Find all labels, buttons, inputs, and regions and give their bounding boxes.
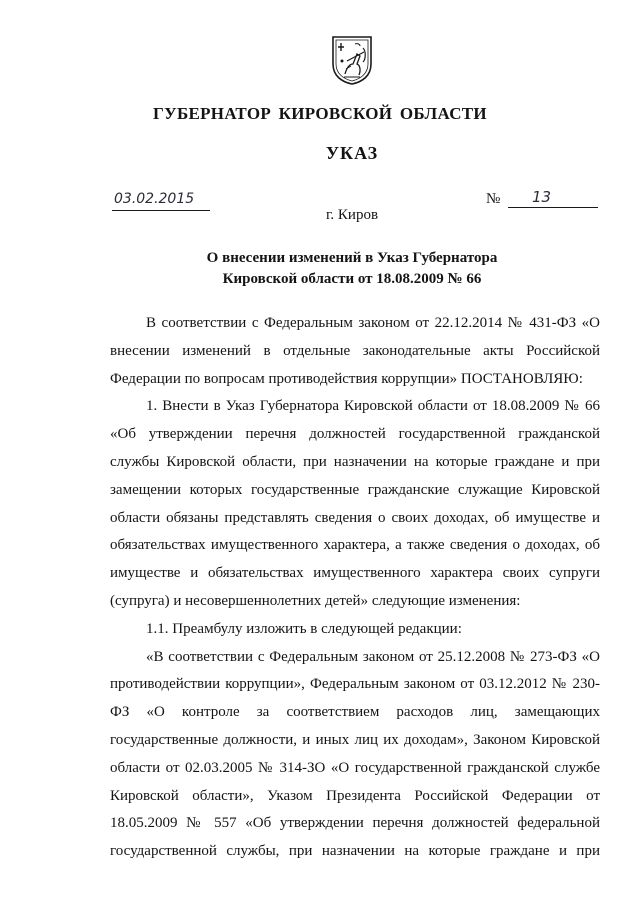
document-subject [0, 248, 640, 290]
item-1-1-paragraph: 1.1. Преамбулу изложить в следующей редакции: [146, 620, 462, 637]
authority-title: ГУБЕРНАТОР КИРОВСКОЙ ОБЛАСТИ [153, 104, 487, 123]
subject-line-1: О внесении изменений в Указ Губернатора [206, 250, 498, 266]
subject-line-2: Кировской области от 18.08.2009 № 66 [222, 271, 482, 287]
document-number: 13 [508, 188, 598, 208]
document-type: УКАЗ [325, 143, 379, 163]
preamble-paragraph: В соответствии с Федеральным законом от 22.12.2014 № 431-ФЗ «О внесении изменений в отдельные законодательные акты Российской Федерации по вопросам противодействия коррупции» ПОСТАНОВЛЯЮ: [110, 315, 600, 387]
document-body [110, 310, 600, 866]
quoted-preamble-paragraph: «В соответствии с Федеральным законом от 25.12.2008 № 273-ФЗ «О противодействии коррупции», Федеральным законом от 03.12.2012 № 230-ФЗ «О контроле за соответствием расходов лиц, замещающих государственные должности, и иных лиц их доходам», Законом Кировской области от 02.03.2005 № 314-ЗО «О государственной гражданской службе Кировской области», Указом Президента Российской Федерации от 18.05.2009 № 557 «Об утверждении перечня должностей федеральной государственной службы, при назначении на которые граждане и при [110, 648, 600, 860]
document-number-label: № [486, 191, 501, 207]
document-date: 03.02.2015 [112, 190, 210, 211]
kirov-region-coat-of-arms-icon [330, 34, 374, 86]
item-1-paragraph: 1. Внести в Указ Губернатора Кировской области от 18.08.2009 № 66 «Об утверждении перечня должностей государственной гражданской службы Кировской области, при назначении на которые граждане и при замещении которых государственные гражданские служащие Кировской области обязаны представлять сведения о своих доходах, об имуществе и обязательствах имущественного характера, а также сведения о доходах, об имуществе и обязательствах имущественного характера своих супруги (супруга) и несовершеннолетних детей» следующие изменения: [110, 398, 600, 609]
document-city: г. Киров [325, 207, 379, 223]
